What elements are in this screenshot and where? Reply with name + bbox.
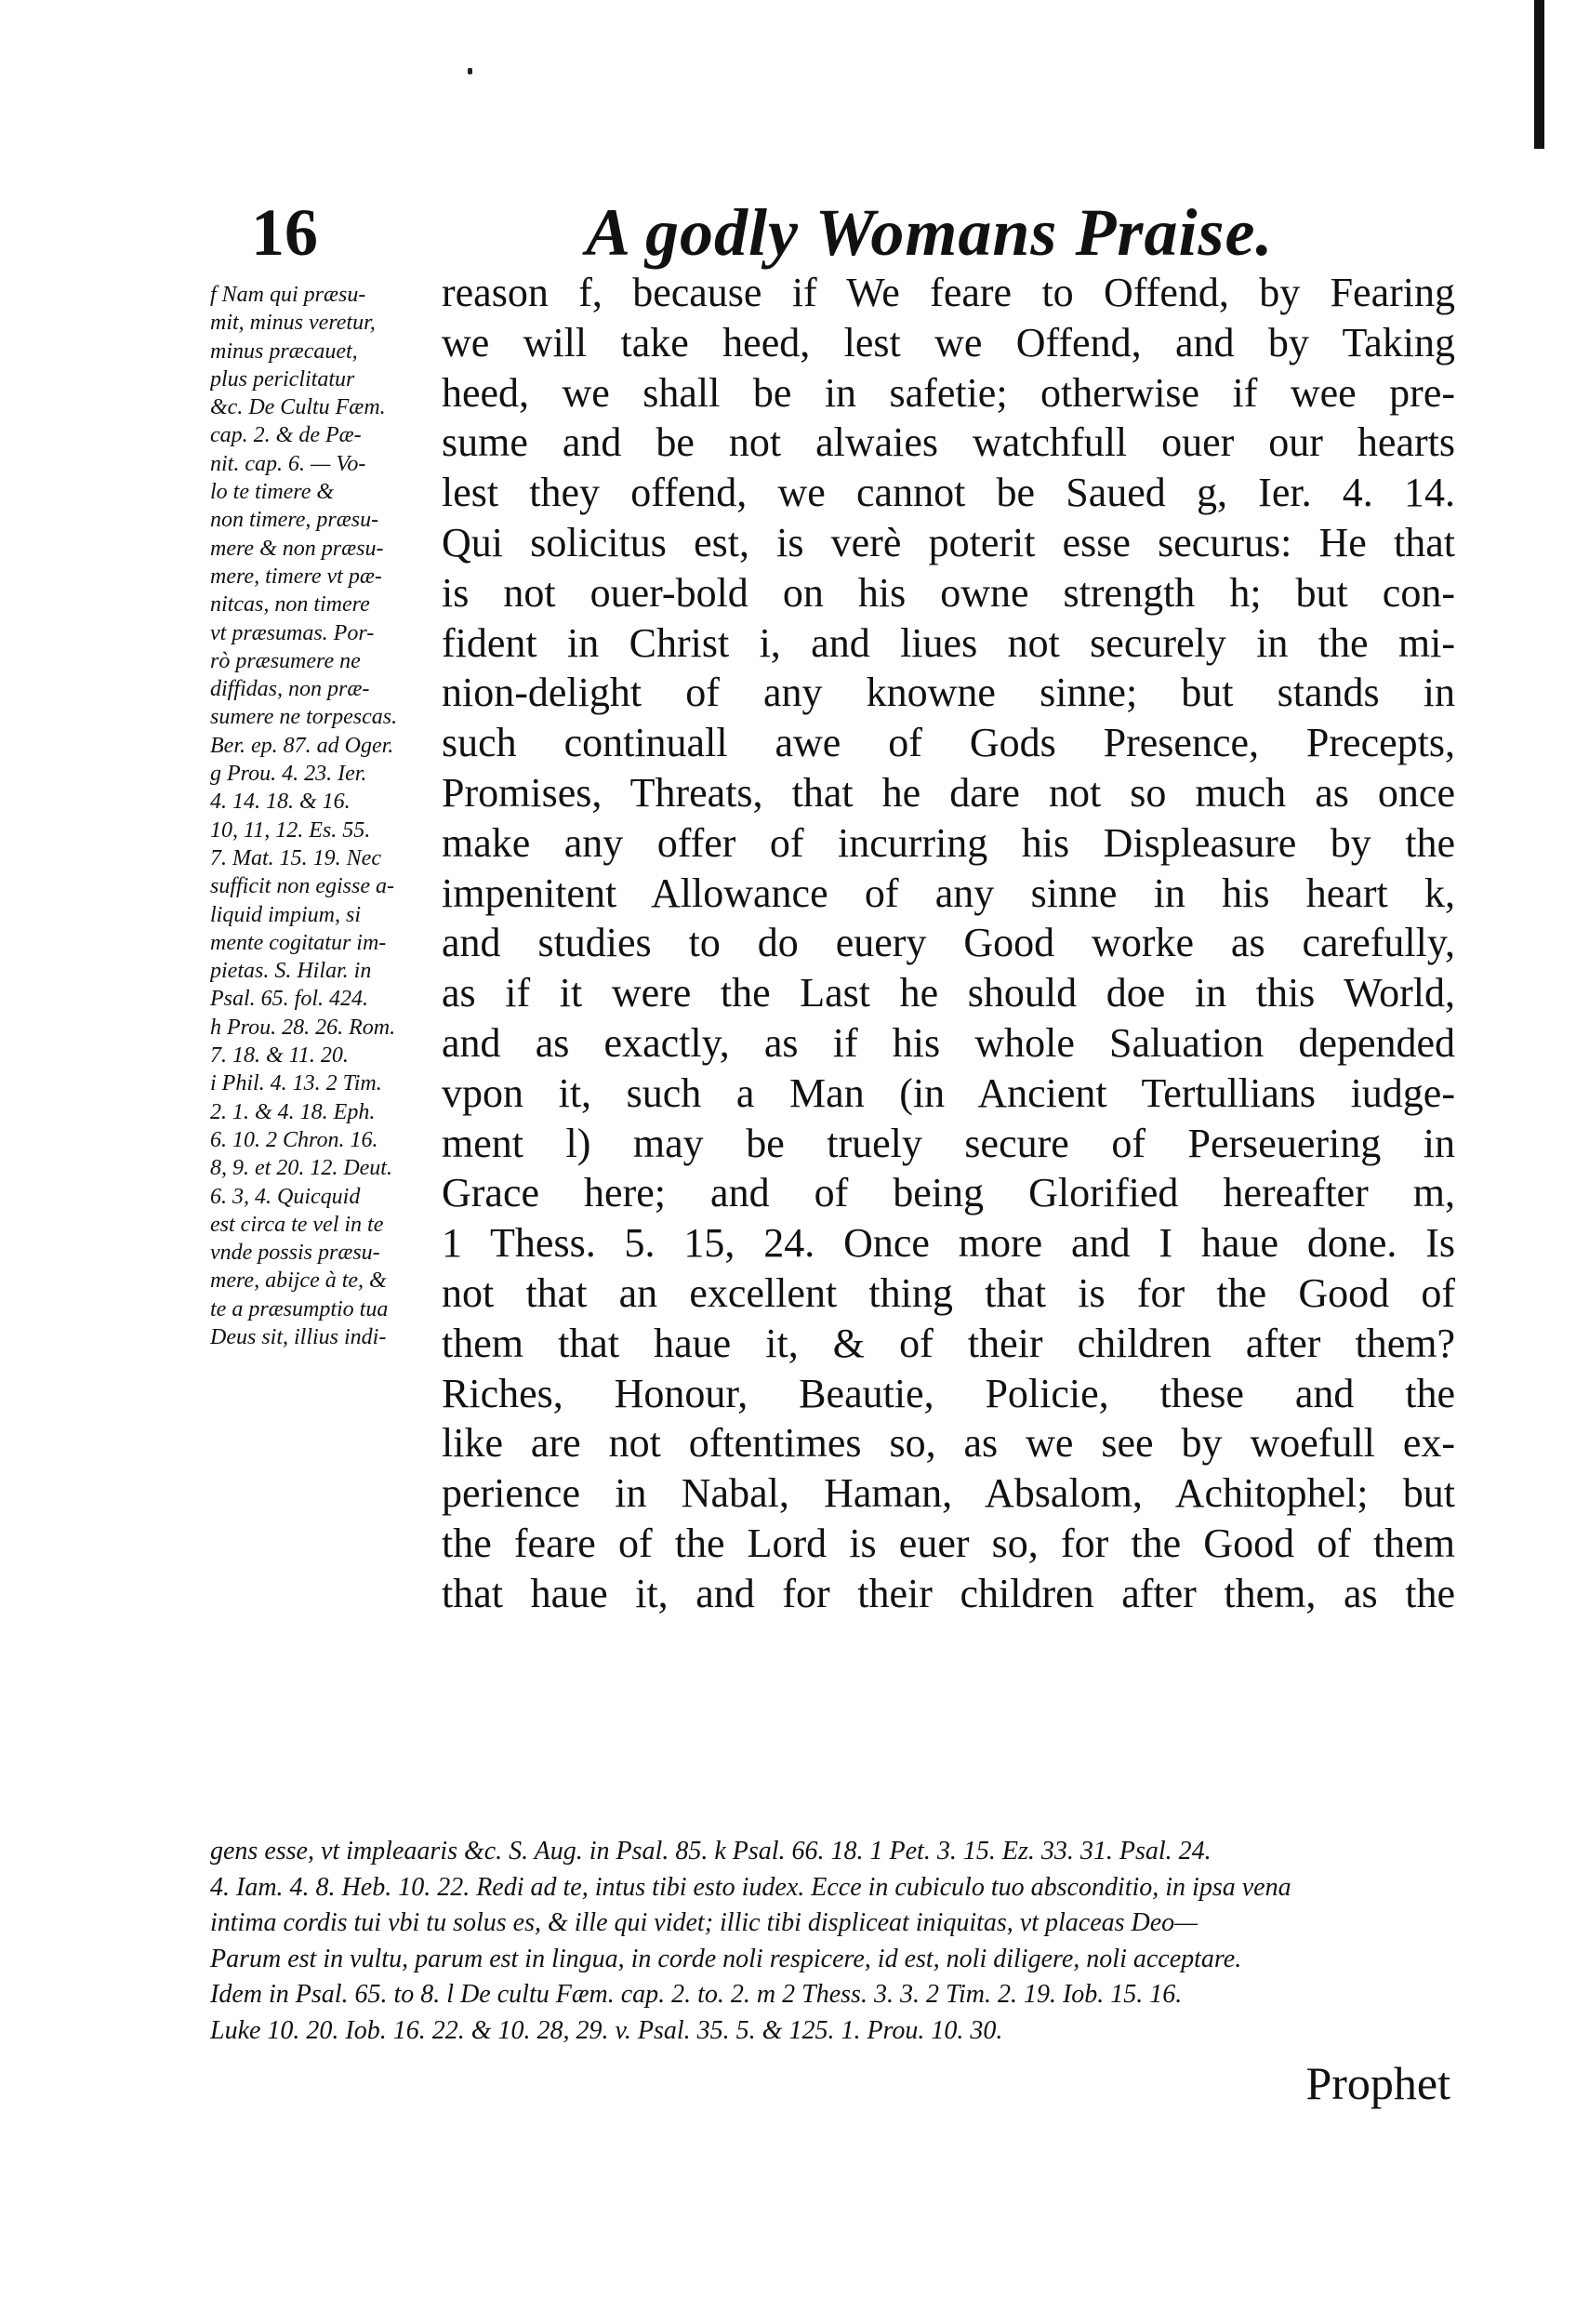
margin-note-line: 6. 3, 4. Quicquid xyxy=(210,1184,361,1209)
text-line: 1 Thess. 5. 15, 24. Once more and I haue done. Is xyxy=(442,1220,1455,1267)
text-line: Grace here; and of being Glorified hereafter m, xyxy=(442,1170,1455,1216)
margin-note-line: lo te timere & xyxy=(210,480,335,505)
margin-note-line: 2. 1. & 4. 18. Eph. xyxy=(210,1099,376,1124)
page-edge-bar xyxy=(1534,0,1544,149)
text-line: reason f, because if We feare to Offend, by Fearing xyxy=(442,270,1455,315)
text-line: as if it were the Last he should doe in this World, xyxy=(442,970,1455,1016)
text-line: ment l) may be truely secure of Perseuering in xyxy=(442,1120,1455,1166)
margin-note-line: nit. cap. 6. — Vo- xyxy=(210,451,366,476)
text-line: lest they offend, we cannot be Saued g, Ier. 4. 14. xyxy=(442,470,1455,516)
text-line: vpon it, such a Man (in Ancient Tertullians iudge- xyxy=(442,1069,1455,1116)
margin-note-line: 6. 10. 2 Chron. 16. xyxy=(210,1127,378,1152)
margin-note-line: 10, 11, 12. Es. 55. xyxy=(210,817,371,843)
text-line: fident in Christ i, and liues not securely in the mi- xyxy=(442,619,1455,666)
text-line: impenitent Allowance of any sinne in his heart k, xyxy=(442,870,1455,916)
text-line: make any offer of incurring his Displeasure by the xyxy=(442,819,1455,866)
margin-note-line: Deus sit, illius indi- xyxy=(210,1324,387,1349)
margin-note-line: diffidas, non præ- xyxy=(210,677,370,702)
margin-note-line: 4. 14. 18. & 16. xyxy=(210,790,351,815)
margin-note-line: non timere, præsu- xyxy=(210,508,379,533)
margin-note-line: liquid impium, si xyxy=(210,902,362,927)
margin-note-line: i Phil. 4. 13. 2 Tim. xyxy=(210,1071,382,1096)
text-line: perience in Nabal, Haman, Absalom, Achitophel; but xyxy=(442,1470,1455,1517)
margin-notes-column xyxy=(210,281,433,1351)
footnote-line: gens esse, vt impleaaris &c. S. Aug. in Psal. 85. k Psal. 66. 18. 1 Pet. 3. 15. Ez. 33. 31. Psal. 24. xyxy=(210,1837,1212,1866)
text-line: nion-delight of any knowne sinne; but stands in xyxy=(442,670,1455,716)
footnote-line: Parum est in vultu, parum est in lingua, in corde noli respicere, id est, noli diligere, noli acceptare. xyxy=(210,1944,1242,1973)
margin-note-line: rò præsumere ne xyxy=(210,648,361,673)
margin-note-line: f Nam qui præsu- xyxy=(210,283,366,307)
margin-note-line: 8, 9. et 20. 12. Deut. xyxy=(210,1156,392,1181)
margin-note-line: plus periclitatur xyxy=(210,366,355,392)
margin-note-line: vnde possis præsu- xyxy=(210,1241,380,1266)
margin-note-line: minus præcauet, xyxy=(210,339,358,364)
margin-note-line: pietas. S. Hilar. in xyxy=(210,959,372,984)
catchword: Prophet xyxy=(1305,2057,1450,2109)
margin-note-line: nitcas, non timere xyxy=(210,592,370,618)
text-line: them that haue it, & of their children after them? xyxy=(442,1320,1455,1366)
text-line: Riches, Honour, Beautie, Policie, these and the xyxy=(442,1370,1455,1416)
margin-note-line: vt præsumas. Por- xyxy=(210,620,375,645)
margin-note-line: Psal. 65. fol. 424. xyxy=(210,987,369,1012)
text-line: not that an excellent thing that is for the Good of xyxy=(442,1269,1455,1316)
text-line: and studies to do euery Good worke as carefully, xyxy=(442,920,1455,966)
margin-note-line: mere & non præsu- xyxy=(210,536,384,561)
margin-note-line: te a præsumptio tua xyxy=(210,1296,389,1321)
main-text-body xyxy=(442,268,1455,1619)
margin-note-line: mere, timere vt pæ- xyxy=(210,564,382,589)
margin-note-line: 7. Mat. 15. 19. Nec xyxy=(210,845,381,870)
margin-note-line: cap. 2. & de Pæ- xyxy=(210,423,362,448)
text-line: such continuall awe of Gods Presence, Precepts, xyxy=(442,720,1455,766)
margin-note-line: mit, minus veretur, xyxy=(210,311,376,336)
footnote-line: Idem in Psal. 65. to 8. l De cultu Fæm. cap. 2. to. 2. m 2 Thess. 3. 3. 2 Tim. 2. 19. Iob. 15. 16. xyxy=(210,1980,1183,2009)
margin-note-line: mente cogitatur im- xyxy=(210,930,387,955)
footnote-line: intima cordis tui vbi tu solus es, & ille qui videt; illic tibi displiceat iniquitas, vt placeas Deo— xyxy=(210,1908,1199,1937)
text-line: we will take heed, lest we Offend, and by Taking xyxy=(442,319,1455,365)
text-line: that haue it, and for their children after them, as the xyxy=(442,1570,1455,1616)
text-line: and as exactly, as if his whole Saluation depended xyxy=(442,1019,1455,1066)
margin-note-line: h Prou. 28. 26. Rom. xyxy=(210,1015,396,1040)
margin-note-line: sufficit non egisse a- xyxy=(210,874,394,899)
text-line: like are not oftentimes so, as we see by woefull ex- xyxy=(442,1420,1455,1467)
footnote-line: 4. Iam. 4. 8. Heb. 10. 22. Redi ad te, intus tibi esto iudex. Ecce in cubiculo tuo absconditio, in ipsa vena xyxy=(210,1872,1291,1902)
margin-note-line: mere, abijce à te, & xyxy=(210,1268,387,1294)
foot-notes-block xyxy=(210,1834,1451,2049)
margin-note-line: 7. 18. & 11. 20. xyxy=(210,1043,349,1069)
footnote-line: Luke 10. 20. Iob. 16. 22. & 10. 28, 29. v. Psal. 35. 5. & 125. 1. Prou. 10. 30. xyxy=(210,2015,1003,2045)
text-line: Promises, Threats, that he dare not so much as once xyxy=(442,769,1455,816)
text-line: Qui solicitus est, is verè poterit esse securus: He that xyxy=(442,519,1455,565)
text-line: sume and be not alwaies watchfull ouer our hearts xyxy=(442,419,1455,466)
running-title: A godly Womans Praise. xyxy=(586,195,1274,270)
ink-speck xyxy=(468,68,472,74)
page-number: 16 xyxy=(251,195,318,270)
text-line: is not ouer-bold on his owne strength h; but con- xyxy=(442,569,1455,616)
margin-note-line: &c. De Cultu Fæm. xyxy=(210,395,386,420)
margin-note-line: Ber. ep. 87. ad Oger. xyxy=(210,733,394,758)
text-line: heed, we shall be in safetie; otherwise if wee pre- xyxy=(442,369,1455,416)
margin-note-line: est circa te vel in te xyxy=(210,1212,384,1237)
page-header xyxy=(251,191,1460,274)
margin-note-line: g Prou. 4. 23. Ier. xyxy=(210,762,367,787)
margin-note-line: sumere ne torpescas. xyxy=(210,705,398,730)
text-line: the feare of the Lord is euer so, for the Good of them xyxy=(442,1520,1455,1566)
